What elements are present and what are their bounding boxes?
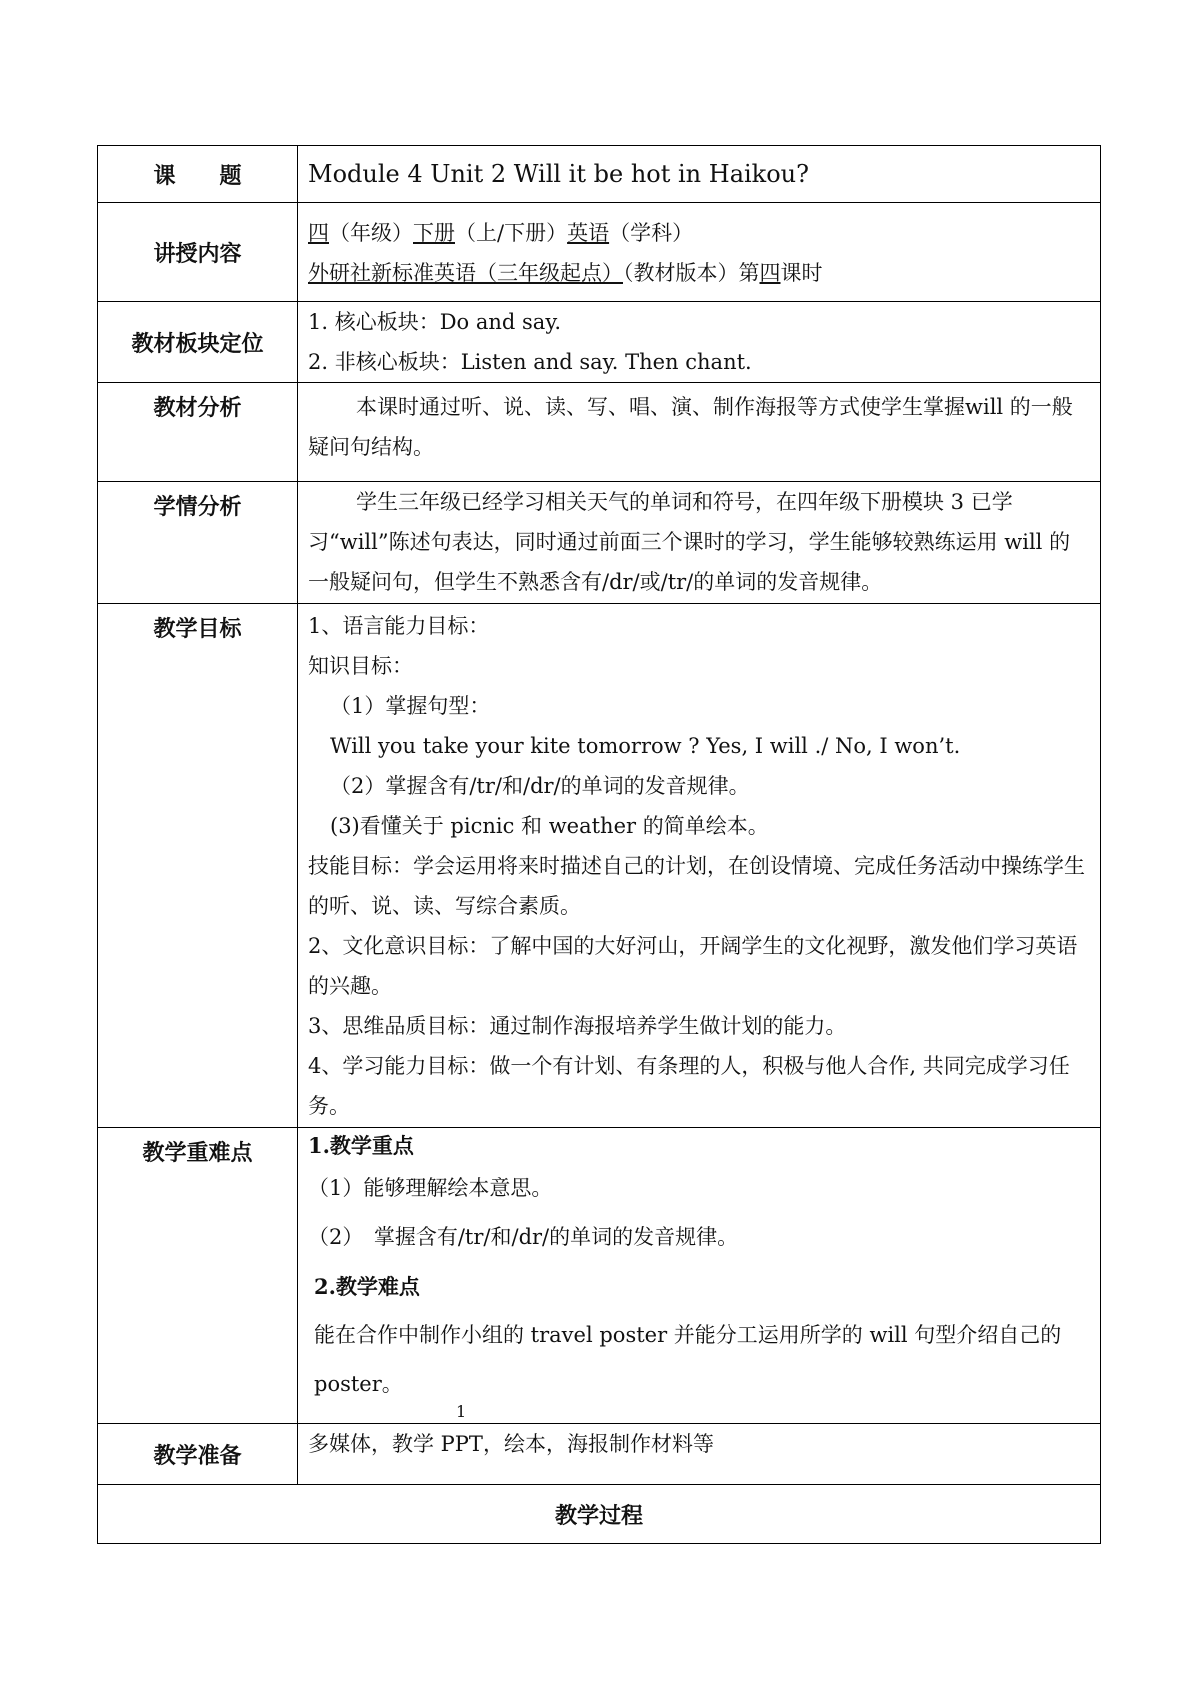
topic-value: Module 4 Unit 2 Will it be hot in Haikou?: [308, 160, 809, 188]
goal-line: （2）掌握含有/tr/和/dr/的单词的发音规律。: [330, 774, 750, 798]
row-content: [98, 202, 1100, 301]
lesson-plan-table: [97, 145, 1101, 1544]
textbook-value: 外研社新标准英语（三年级起点）: [308, 261, 623, 285]
subject-value: 英语: [567, 221, 610, 245]
learner-label: 学情分析: [98, 482, 298, 603]
goals-label: 教学目标: [98, 604, 298, 1127]
row-prep: [98, 1423, 1100, 1484]
focus-item: （2） 掌握含有/tr/和/dr/的单词的发音规律。: [308, 1225, 739, 1249]
focus-item: （1）能够理解绘本意思。: [308, 1176, 553, 1200]
textbook-suffix: （教材版本）第: [623, 261, 760, 285]
keypoints-label: 教学重难点: [98, 1128, 298, 1423]
keypoints-content: [298, 1128, 1100, 1423]
grade-value: 四: [308, 221, 329, 245]
goal-line: 技能目标：学会运用将来时描述自己的计划，在创设情境、完成任务活动中操练学生的听、说、读、写综合素质。: [308, 854, 1085, 918]
position-value: [298, 302, 1100, 382]
difficulty-item: 能在合作中制作小组的 travel poster 并能分工运用所学的 will 句型介绍自己的 poster。: [314, 1323, 1062, 1396]
prep-value: 多媒体，教学 PPT，绘本，海报制作材料等: [308, 1432, 714, 1456]
goal-line: 1、语言能力目标：: [308, 614, 490, 638]
topic-label: 课 题: [98, 146, 298, 202]
goal-line: 3、思维品质目标：通过制作海报培养学生做计划的能力。: [308, 1014, 847, 1038]
goal-line: 知识目标：: [308, 654, 413, 678]
lesson-value: 四: [759, 261, 781, 285]
page-number: 1: [456, 1402, 467, 1421]
row-keypoints: [98, 1127, 1100, 1423]
volume-suffix: （上/下册）: [455, 221, 568, 245]
goal-line: Will you take your kite tomorrow ? Yes, I will ./ No, I won’t.: [330, 734, 961, 758]
volume-value: 下册: [413, 221, 455, 245]
goal-line: (3)看懂关于 picnic 和 weather 的简单绘本。: [330, 814, 769, 838]
goals-content: [298, 604, 1100, 1127]
content-label: 讲授内容: [98, 203, 298, 301]
grade-suffix: （年级）: [329, 221, 413, 245]
lesson-suffix: 课时: [780, 261, 823, 285]
prep-label: 教学准备: [98, 1424, 298, 1484]
process-heading: 教学过程: [554, 1503, 643, 1529]
row-analysis: [98, 382, 1100, 481]
content-value: [298, 203, 1100, 301]
analysis-label: 教材分析: [98, 383, 298, 481]
row-process: [98, 1484, 1100, 1543]
position-line-2: 2. 非核心板块：Listen and say. Then chant.: [308, 350, 752, 374]
row-topic: [98, 146, 1100, 202]
focus-heading: 1.教学重点: [308, 1133, 414, 1158]
subject-suffix: （学科）: [609, 221, 694, 245]
learner-text: 学生三年级已经学习相关天气的单词和符号，在四年级下册模块 3 已学习“will”陈述句表达，同时通过前面三个课时的学习，学生能够较熟练运用 will 的一般疑问句，但学生不熟悉含有/dr/或/tr/的单词的发音规律。: [308, 490, 1071, 594]
row-learner: [98, 481, 1100, 603]
content-line-1: [308, 213, 1090, 253]
row-goals: [98, 603, 1100, 1127]
position-line-1: 1. 核心板块：Do and say.: [308, 310, 562, 334]
goal-line: 4、学习能力目标：做一个有计划、有条理的人，积极与他人合作, 共同完成学习任务。: [308, 1054, 1070, 1118]
row-position: [98, 301, 1100, 382]
content-line-2: [308, 253, 1090, 293]
position-label: 教材板块定位: [98, 302, 298, 382]
analysis-text: 本课时通过听、说、读、写、唱、演、制作海报等方式使学生掌握will 的一般疑问句结构。: [308, 395, 1073, 459]
goal-line: （1）掌握句型：: [330, 694, 491, 718]
goal-line: 2、文化意识目标：了解中国的大好河山，开阔学生的文化视野，激发他们学习英语的兴趣。: [308, 934, 1078, 998]
difficulty-heading: 2.教学难点: [314, 1274, 420, 1299]
